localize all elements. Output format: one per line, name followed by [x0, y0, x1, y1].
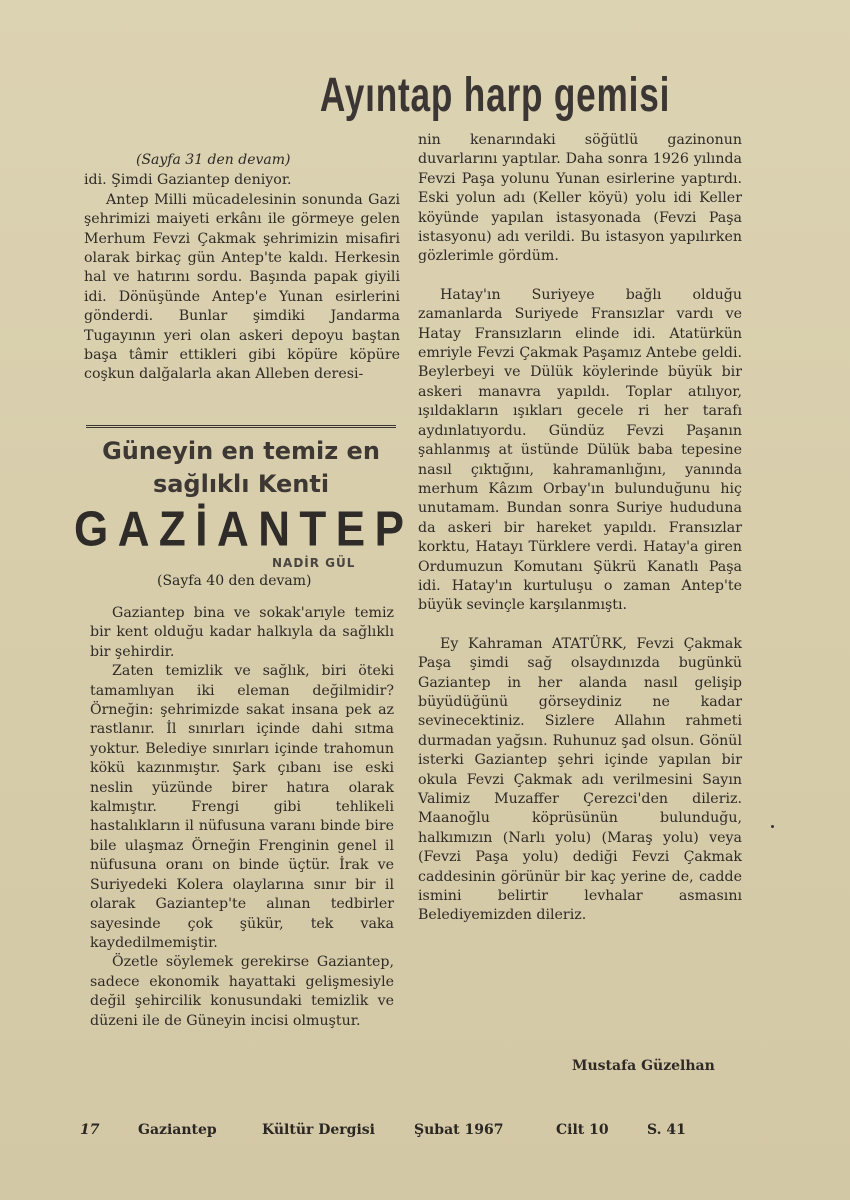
paragraph-gap: [418, 616, 742, 635]
city-letter: G: [74, 502, 109, 557]
paragraph-gap: [418, 267, 742, 286]
left-column: [84, 151, 400, 385]
author-name: NADİR GÜL: [272, 556, 356, 570]
city-name: [74, 502, 404, 558]
article-title-line: Güneyin en temiz en: [102, 437, 380, 465]
footer-magazine: Gaziantep: [138, 1122, 217, 1138]
city-letter: T: [299, 502, 327, 557]
city-letter: P: [374, 502, 404, 557]
city-letter: İ: [195, 502, 208, 557]
headline: Ayıntap harp gemisi: [319, 68, 671, 122]
paragraph: nin kenarındaki söğütlü gazinonun duvarlarını yaptılar. Daha sonra 1926 yılında Fevzi Paşa yolunu Yunan esirlerine yaptırdı. Eski yolun adı (Keller köyü) yolu idi Keller köyünde yapılan istasyonada (Fevzi Paşa istasyonu) adı verildi. Bu istasyon yapılırken gözlerimle gördüm.: [418, 132, 742, 265]
footer-culture: Kültür Dergisi: [262, 1122, 375, 1138]
city-letter: N: [258, 502, 290, 557]
continued-note: (Sayfa 40 den devam): [157, 573, 312, 589]
paragraph: Hatay'ın Suriyeye bağlı olduğu zamanlarda Suriyede Fransızlar vardı ve Hatay Fransızların elinde idi. Atatürkün emriyle Fevzi Çakmak Paşamız Antebe geldi. Beylerbeyi ve Dülük köylerinde büyük bir askeri manavra yapıldı. Toplar atılıyor, ışıldakların ışıkları gecele ri her tarafı aydınlatıyordu. Gündüz Fevzi Paşanın şahlanmış at üstünde Dülük baba tepesine nasıl çıktığını, kahramanlığını, yanında merhum Kâzım Orbay'ın bulunduğunu hiç unutamam. Bundan sonra Suriye hududuna da askeri bir hareket yapıldı. Fransızlar korktu, Hatayı Türklere verdi. Hatay'a giren Ordumuzun Komutanı Şükrü Kanatlı Paşa idi. Hatay'ın kurtuluşu o zaman Antep'te büyük sevinçle karşılanmıştı.: [418, 286, 742, 614]
paragraph: idi. Şimdi Gaziantep deniyor.: [84, 172, 292, 189]
paragraph: Özetle söylemek gerekirse Gaziantep, sadece ekonomik hayattaki gelişmesiyle değil şehircilik konusundaki temizlik ve düzeni ile de Güneyin incisi olmuştur.: [90, 954, 394, 1029]
paragraph: Ey Kahraman ATATÜRK, Fevzi Çakmak Paşa şimdi sağ olsaydınızda bugünkü Gaziantep in her alanda nasıl gelişip büyüdüğünü görseydiniz ne kadar sevinecektiniz. Sizlere Allahın rahmeti durmadan yağsın. Ruhunuz şad olsun. Gönül isterki Gaziantep şehri içinde yapılan bir okula Fevzi Çakmak adı verilmesini Sayın Valimiz Muzaffer Çerezci'den dileriz. Maanoğlu köprüsünün bulunduğu, halkımızın (Narlı yolu) (Maraş yolu) veya (Fevzi Paşa yolu) dediği Fevzi Çakmak caddesinin görünür bir kaç yerine de, cadde ismini belirtir levhalar asmasını Belediyemizden dileriz.: [418, 635, 742, 924]
city-letter: Z: [158, 502, 186, 557]
footer-date: Şubat 1967: [414, 1122, 504, 1138]
city-letter: E: [335, 502, 366, 557]
footer-issue: S. 41: [647, 1122, 686, 1138]
right-column: [418, 131, 742, 926]
paragraph: Antep Milli mücadelesinin sonunda Gazi şehrimizi maiyeti erkânı ile görmeye gelen Merhum Fevzi Çakmak şehrimizin misafiri olarak birkaç gün Antep'te kaldı. Herkesin hal ve hatırını sordu. Başında papak giyili idi. Dönüşünde Antep'e Yunan esirlerini gönderdi. Bunlar şimdiki Jandarma Tugayının yeri olan askeri depoyu baştan başa tâmir ettikleri gibi köpüre köpüre coşkun dalğalarla akan Alleben deresi-: [84, 191, 400, 383]
speck: [771, 825, 774, 828]
page-number: 17: [80, 1122, 100, 1138]
paragraph: Zaten temizlik ve sağlık, biri öteki tamamlıyan iki eleman değilmidir? Örneğin: şehrimizde sakat insana pek az rastlanır. İl sınırları içinde dahi sıtma yoktur. Belediye sınırları içinde trahomun kökü kazınmıştır. Şark çıbanı ise eski neslin yüzünde birer hatıra olarak kalmıştır. Frengi gibi tehlikeli hastalıkların il nüfusuna varanı binde bire bile ulaşmaz Örneğin Frenginin genel il nüfusuna oranı on binde üçtür. İrak ve Suriyedeki Kolera olaylarına sınır bir il olarak Gaziantep'te alınan tedbirler sayesinde çok şükür, tek vaka kaydedilmemiştir.: [90, 663, 394, 951]
section-divider: [86, 425, 396, 428]
paragraph: Gaziantep bina ve sokak'arıyle temiz bir kent olduğu kadar halkıyla da sağlıklı bir şehirdir.: [90, 605, 394, 660]
page-footer: [0, 1122, 850, 1144]
continued-note: (Sayfa 31 den devam): [136, 152, 291, 168]
city-letter: A: [117, 502, 150, 557]
article-body: [90, 604, 394, 1031]
signature: Mustafa Güzelhan: [572, 1058, 715, 1074]
article-title: [86, 435, 396, 501]
city-letter: A: [216, 502, 249, 557]
footer-volume: Cilt 10: [556, 1122, 609, 1138]
article-title-line: sağlıklı Kenti: [152, 470, 330, 498]
